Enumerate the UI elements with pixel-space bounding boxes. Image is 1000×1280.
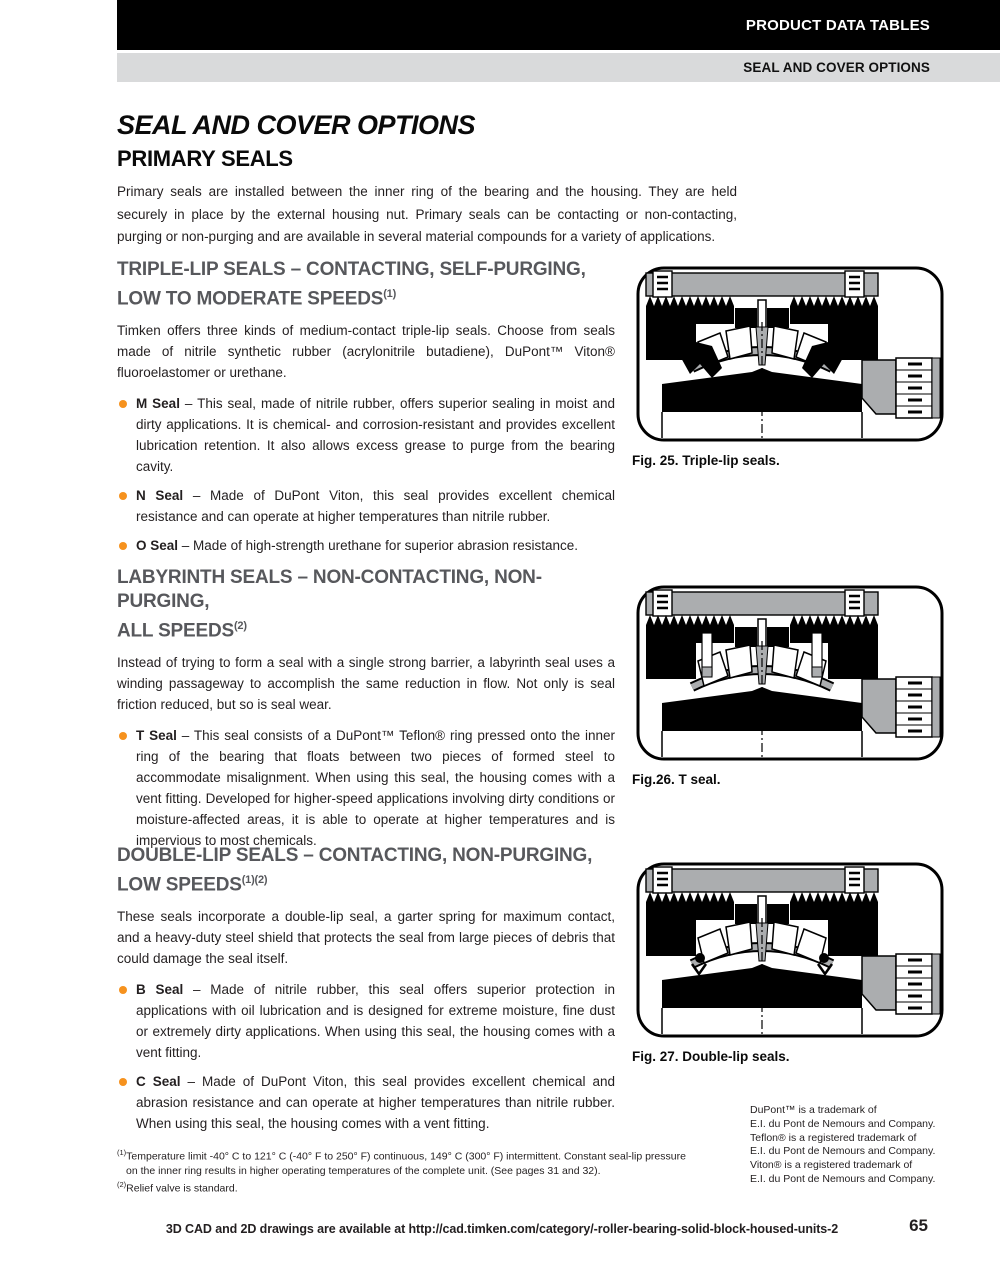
trademark-line: DuPont™ is a trademark of [750, 1104, 877, 1116]
section-body: These seals incorporate a double-lip seal, a garter spring for maximum contact, and a heavy-duty steel shield that protects the seal from large pieces of debris that could damage the seal itself. [117, 909, 615, 967]
footnote-1: $^{(1)}$Temperature limit -40° C to 121° C (-40° F to 250° F) continuous, 149° C (300° F) intermittent. Constant seal-lip pressure [117, 1148, 686, 1163]
header-band-subtitle: SEAL AND COVER OPTIONS [743, 60, 930, 75]
trademark-line: E.I. du Pont de Nemours and Company. [750, 1117, 936, 1130]
bullet-icon [119, 492, 127, 500]
bullet-icon [119, 400, 127, 408]
figure-double-lip-seals [632, 860, 948, 1064]
seal-description: – Made of DuPont Viton, this seal provides excellent chemical and abrasion resistance and can operate at higher temperatures than nitrile rubber. When using this seal, the housing comes with a vent fitting. [136, 1074, 615, 1132]
bearing-cross-section-diagram [632, 583, 948, 765]
seal-term: O Seal [136, 538, 179, 554]
figure-t-seal [632, 583, 948, 787]
figure-caption: Fig. 27. Double-lip seals. [632, 1049, 790, 1064]
seal-description: – This seal, made of nitrile rubber, offers superior sealing in moist and dirty applications. It is chemical- and corrosion-resistant and provides excellent lubrication retention. It also allows excess grease to purge from the bearing cavity. [136, 396, 615, 475]
list-item-b-seal [117, 979, 615, 1063]
footer-cad-note: 3D CAD and 2D drawings are available at http://cad.timken.com/category/-roller-bearing-solid-block-housed-units-2 [165, 1222, 839, 1236]
trademark-line: E.I. du Pont de Nemours and Company. [750, 1172, 936, 1185]
header-band-gray [117, 53, 1000, 82]
bearing-cross-section-diagram [632, 860, 948, 1042]
list-item-n-seal [117, 485, 615, 527]
footnotes [117, 1146, 787, 1195]
seal-description: – Made of high-strength urethane for superior abrasion resistance. [181, 538, 579, 554]
bullet-icon [119, 542, 127, 550]
section-body: Timken offers three kinds of medium-contact triple-lip seals. Choose from seals made of nitrile synthetic rubber (acrylonitrile butadiene), DuPont™ Viton® fluoroelastomer or urethane. [117, 323, 615, 381]
seal-list [117, 393, 617, 556]
figure-caption: Fig.26. T seal. [632, 772, 721, 787]
section-labyrinth-seals [117, 566, 617, 859]
seal-description: – This seal consists of a DuPont™ Teflon® ring pressed onto the inner ring of the bearing that floats between two pieces of formed steel to accommodate misalignment. When using this seal, the housing comes with a vent fitting. Developed for higher-speed applications involving dirty conditions or moisture-affected areas, it is able to operate at higher temperatures and is impervious to most chemicals. [136, 728, 615, 849]
header-band-black [117, 0, 1000, 50]
intro-paragraph: Primary seals are installed between the inner ring of the bearing and the housing. They are held securely in place by the external housing nut. Primary seals can be contacting or non-contacting, purging or non-purging and are available in several material compounds for a variety of applications. [117, 184, 737, 244]
bullet-icon [119, 986, 127, 994]
seal-description: – Made of nitrile rubber, this seal offers superior protection in applications with oil lubrication and is designed for extreme moisture, fine dust or extremely dirty applications. When using this seal, the housing comes with a vent fitting. [136, 982, 615, 1061]
bullet-icon [119, 1078, 127, 1086]
seal-term: N Seal [136, 488, 184, 504]
footnote-1-continued: on the inner ring results in higher operating temperatures of the complete unit. (See pages 31 and 32). [126, 1164, 601, 1177]
section-body: Instead of trying to form a seal with a single strong barrier, a labyrinth seal uses a winding passageway to accomplish the same reduction in flow. Not only is seal friction reduced, but so is seal wear. [117, 655, 615, 713]
trademark-line: Viton® is a registered trademark of [750, 1159, 913, 1172]
page-subtitle: PRIMARY SEALS [117, 146, 293, 171]
footnote-ref: (1) [383, 288, 397, 300]
seal-term: T Seal [136, 728, 177, 744]
seal-term: C Seal [136, 1074, 181, 1090]
section-heading: TRIPLE-LIP SEALS – CONTACTING, SELF-PURGING, LOW TO MODERATE SPEEDS$^{(1)}$ [117, 259, 586, 310]
seal-list [117, 725, 617, 851]
bullet-icon [119, 732, 127, 740]
seal-term: M Seal [136, 396, 180, 412]
list-item-o-seal [117, 535, 615, 556]
list-item-c-seal [117, 1071, 615, 1134]
bearing-cross-section-diagram [632, 264, 948, 446]
figure-triple-lip-seals [632, 264, 948, 468]
footnote-ref: (2) [233, 620, 247, 632]
seal-description: – Made of DuPont Viton, this seal provides excellent chemical resistance and can operate at higher temperatures than nitrile rubber. [136, 488, 615, 525]
header-band-title: PRODUCT DATA TABLES [745, 16, 930, 34]
section-double-lip-seals [117, 844, 617, 1142]
figure-caption: Fig. 25. Triple-lip seals. [632, 453, 780, 468]
footnote-2: $^{(2)}$Relief valve is standard. [117, 1179, 238, 1194]
page-number: 65 [909, 1216, 928, 1235]
page-title: SEAL AND COVER OPTIONS [117, 110, 476, 140]
seal-term: B Seal [136, 982, 184, 998]
section-heading: DOUBLE-LIP SEALS – CONTACTING, NON-PURGING, LOW $SPEEDS^{(1)(2)}$ [117, 845, 593, 896]
footnote-ref: (1)(2) [241, 874, 268, 886]
section-triple-lip-seals [117, 258, 617, 564]
trademark-line: Teflon® is a registered trademark of [750, 1131, 917, 1144]
trademark-attributions [750, 1104, 980, 1187]
section-heading: LABYRINTH SEALS – NON-CONTACTING, NON-PURGING, ALL SPEEDS$^{(2)}$ [117, 567, 542, 642]
seal-list [117, 979, 617, 1134]
list-item-m-seal [117, 393, 615, 477]
list-item-t-seal [117, 725, 615, 851]
trademark-line: E.I. du Pont de Nemours and Company. [750, 1145, 936, 1158]
